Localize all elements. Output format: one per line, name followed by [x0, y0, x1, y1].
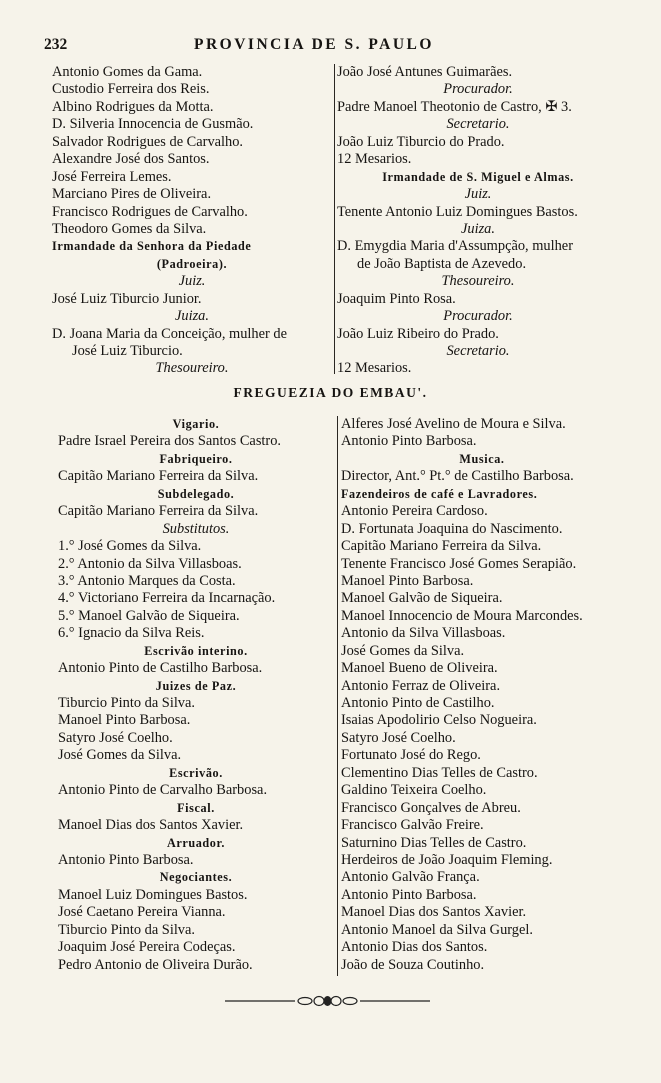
entry-line: Capitão Mariano Ferreira da Silva. — [58, 468, 259, 485]
entry-line: Manoel Dias dos Santos Xavier. — [341, 904, 527, 921]
entry-line: Manoel Bueno de Oliveira. — [341, 660, 498, 677]
entry-line: Antonio Pinto Barbosa. — [341, 433, 477, 450]
entry-line: Padre Manoel Theotonio de Castro, ✠ 3. — [337, 98, 572, 115]
entry-line: Manoel Galvão de Siqueira. — [341, 590, 503, 607]
role-line: Secretario. — [446, 343, 510, 359]
entry-line: 3.° Antonio Marques da Costa. — [58, 572, 236, 589]
entry-line: Antonio Pinto Barbosa. — [341, 886, 477, 903]
entry-line: Director, Ant.° Pt.° de Castilho Barbosa. — [341, 468, 574, 485]
entry-line: Antonio Pinto de Castilho Barbosa. — [58, 660, 263, 677]
heading-line: Irmandade de S. Miguel e Almas. — [382, 169, 574, 184]
entry-line: D. Fortunata Joaquina do Nascimento. — [341, 520, 563, 537]
entry-line: João Luiz Tiburcio do Prado. — [337, 133, 505, 150]
entry-line: 12 Mesarios. — [337, 360, 412, 377]
heading-line: (Padroeira). — [156, 256, 228, 271]
entry-line: João José Antunes Guimarães. — [337, 64, 513, 80]
entry-line: de João Baptista de Azevedo. — [357, 255, 527, 272]
role-line: Procurador. — [443, 81, 513, 98]
heading-line: Irmandade da Senhora da Piedade — [52, 239, 252, 254]
entry-line: Pedro Antonio de Oliveira Durão. — [58, 956, 253, 973]
role-line: Procurador. — [443, 308, 513, 325]
entry-line: Manoel Pinto Barbosa. — [58, 712, 191, 729]
entry-line: 2.° Antonio da Silva Villasboas. — [58, 555, 242, 572]
role-line: Thesoureiro. — [155, 360, 229, 377]
entry-line: D. Silveria Innocencia de Gusmão. — [52, 116, 254, 133]
top-left-column — [52, 64, 332, 378]
ornament-rule — [225, 994, 430, 1008]
entry-line: Antonio Pinto de Castilho. — [341, 695, 495, 711]
entry-line: Tiburcio Pinto da Silva. — [58, 921, 195, 938]
bottom-right-column — [341, 416, 623, 974]
heading-line: Subdelegado. — [157, 486, 235, 501]
entry-line: Antonio Dias dos Santos. — [341, 939, 488, 956]
page-title: PROVINCIA DE S. PAULO — [194, 36, 434, 53]
bottom-left-column — [58, 416, 334, 974]
entry-line: Alferes José Avelino de Moura e Silva. — [341, 416, 566, 432]
entry-line: Salvador Rodrigues de Carvalho. — [52, 133, 244, 150]
entry-line: 4.° Victoriano Ferreira da Incarnação. — [58, 590, 276, 607]
entry-line: Antonio Manoel da Silva Gurgel. — [341, 921, 533, 938]
heading-line: Escrivão. — [169, 765, 223, 780]
entry-line: José Caetano Pereira Vianna. — [58, 904, 226, 921]
entry-line: Antonio Pinto de Carvalho Barbosa. — [58, 782, 268, 799]
entry-line: José Gomes da Silva. — [58, 747, 182, 764]
entry-line: Satyro José Coelho. — [58, 729, 173, 746]
entry-line: Tiburcio Pinto da Silva. — [58, 695, 195, 711]
role-line: Secretario. — [446, 116, 510, 133]
section-title: FREGUEZIA DO EMBAU'. — [233, 385, 428, 400]
heading-line: Fabriqueiro. — [159, 451, 233, 466]
role-line: Juiza. — [175, 308, 209, 325]
entry-line: Tenente Antonio Luiz Domingues Bastos. — [337, 203, 578, 220]
entry-line: Capitão Mariano Ferreira da Silva. — [58, 503, 259, 520]
entry-line: Antonio Ferraz de Oliveira. — [341, 677, 501, 694]
entry-line: Clementino Dias Telles de Castro. — [341, 764, 538, 781]
entry-line: José Ferreira Lemes. — [52, 168, 172, 185]
entry-line: Saturnino Dias Telles de Castro. — [341, 834, 527, 851]
heading-line: Juizes de Paz. — [155, 678, 237, 693]
entry-line: Manoel Innocencio de Moura Marcondes. — [341, 607, 583, 624]
entry-line: Antonio Pinto Barbosa. — [58, 851, 194, 868]
page-header — [44, 34, 604, 58]
entry-line: Isaias Apodolirio Celso Nogueira. — [341, 712, 537, 729]
bottom-column-divider — [337, 416, 338, 976]
entry-line: Joaquim Pinto Rosa. — [337, 290, 456, 307]
entry-line: Antonio da Silva Villasboas. — [341, 625, 506, 642]
heading-line: Musica. — [459, 451, 505, 466]
role-line: Juiz. — [464, 186, 492, 203]
entry-line: Custodio Ferreira dos Reis. — [52, 81, 210, 98]
entry-line: Manoel Dias dos Santos Xavier. — [58, 817, 244, 834]
entry-line: Manoel Luiz Domingues Bastos. — [58, 886, 248, 903]
entry-line: Francisco Gonçalves de Abreu. — [341, 799, 521, 816]
entry-line: Manoel Pinto Barbosa. — [341, 572, 474, 589]
entry-line: Antonio Galvão França. — [341, 869, 480, 886]
entry-line: 12 Mesarios. — [337, 151, 412, 168]
role-line: Substitutos. — [162, 520, 230, 537]
entry-line: Theodoro Gomes da Silva. — [52, 220, 207, 237]
entry-line: Padre Israel Pereira dos Santos Castro. — [58, 433, 281, 450]
entry-line: Alexandre José dos Santos. — [52, 151, 210, 168]
entry-line: José Luiz Tiburcio. — [72, 343, 183, 359]
entry-line: Herdeiros de João Joaquim Fleming. — [341, 851, 553, 868]
entry-line: José Luiz Tiburcio Junior. — [52, 290, 202, 307]
entry-line: Marciano Pires de Oliveira. — [52, 186, 212, 203]
entry-line: 5.° Manoel Galvão de Siqueira. — [58, 607, 240, 624]
entry-line: Galdino Teixeira Coelho. — [341, 782, 487, 799]
role-line: Juiz. — [178, 273, 206, 290]
entry-line: 1.° José Gomes da Silva. — [58, 538, 202, 555]
heading-line: Fiscal. — [177, 800, 215, 815]
heading-line: Negociantes. — [159, 870, 233, 885]
entry-line: Francisco Galvão Freire. — [341, 817, 484, 834]
heading-line: Escrivão interino. — [144, 643, 248, 658]
entry-line: 6.° Ignacio da Silva Reis. — [58, 625, 205, 642]
entry-line: Joaquim José Pereira Codeças. — [58, 939, 236, 956]
top-right-column — [337, 64, 619, 378]
entry-line: Antonio Gomes da Gama. — [52, 64, 203, 80]
heading-line: Fazendeiros de café e Lavradores. — [341, 486, 538, 501]
entry-line: José Gomes da Silva. — [341, 642, 465, 659]
entry-line: Capitão Mariano Ferreira da Silva. — [341, 538, 542, 555]
entry-line: Satyro José Coelho. — [341, 729, 456, 746]
entry-line: João de Souza Coutinho. — [341, 956, 485, 973]
entry-line: Tenente Francisco José Gomes Serapião. — [341, 555, 577, 572]
heading-line: Arruador. — [166, 835, 226, 850]
entry-line: Albino Rodrigues da Motta. — [52, 98, 214, 115]
top-column-divider — [334, 64, 335, 374]
heading-line: Vigario. — [172, 417, 220, 431]
entry-line: Francisco Rodrigues de Carvalho. — [52, 203, 248, 220]
entry-line: Fortunato José do Rego. — [341, 747, 481, 764]
entry-line: D. Emygdia Maria d'Assumpção, mulher — [337, 238, 573, 255]
entry-line: Antonio Pereira Cardoso. — [341, 503, 488, 520]
entry-line: D. Joana Maria da Conceição, mulher de — [52, 325, 287, 342]
entry-line: João Luiz Ribeiro do Prado. — [337, 325, 499, 342]
role-line: Juiza. — [461, 220, 495, 237]
page-number: 232 — [44, 36, 68, 53]
role-line: Thesoureiro. — [441, 273, 515, 290]
